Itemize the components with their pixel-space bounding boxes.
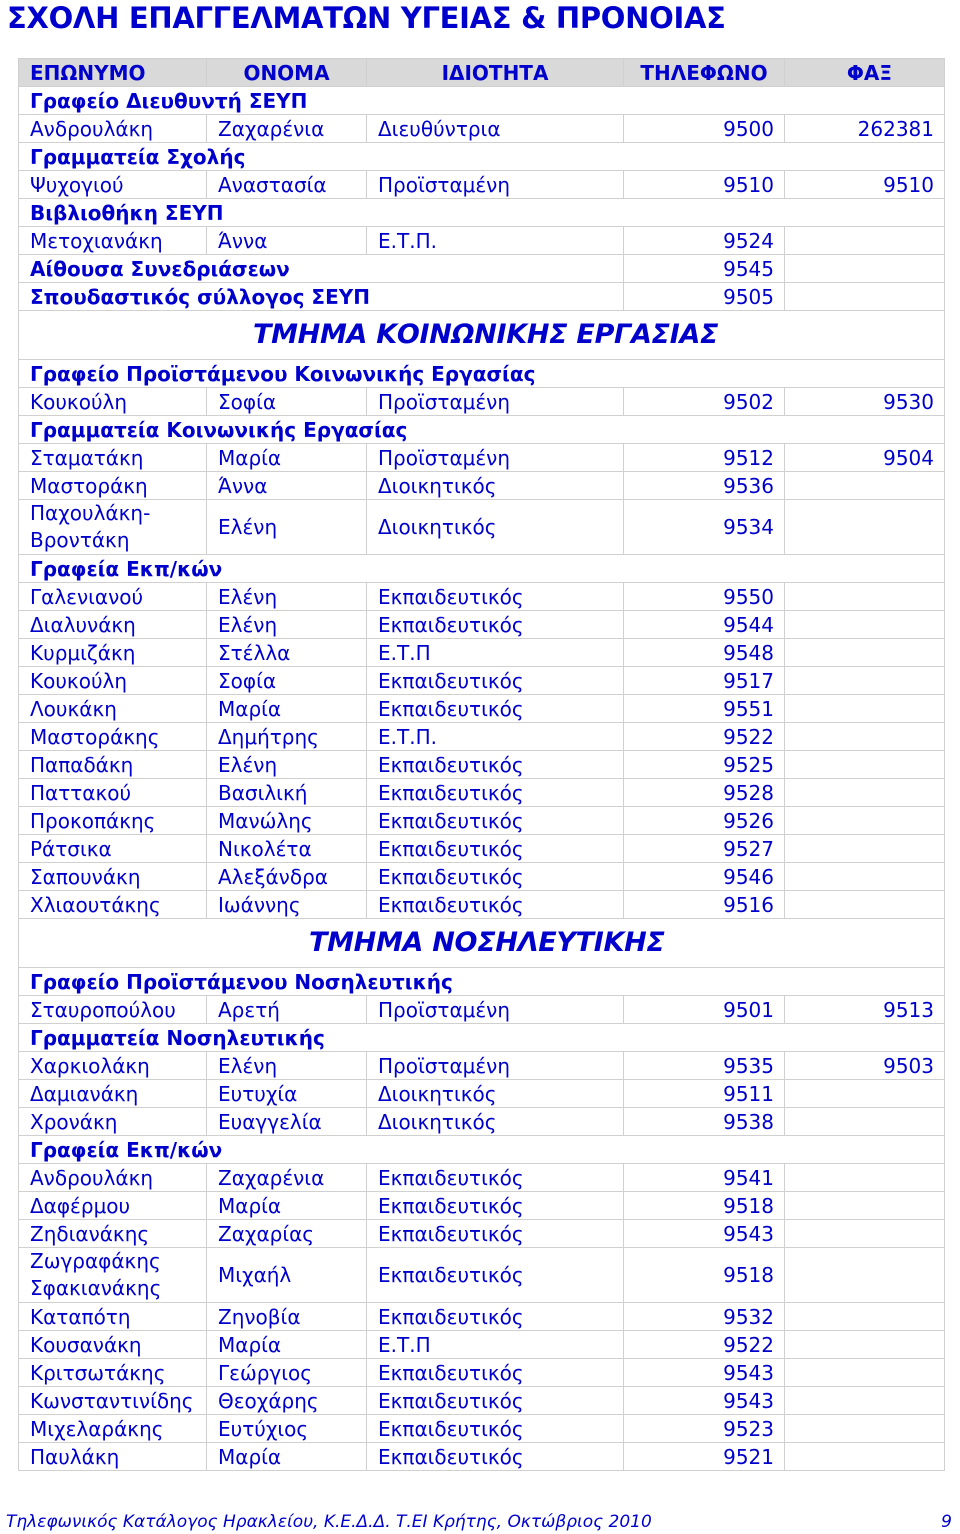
table-row (19, 1164, 945, 1192)
cell-fax (785, 1359, 945, 1387)
table-row (19, 227, 945, 255)
cell-fax (785, 1220, 945, 1248)
section-row (19, 1136, 945, 1164)
cell-surname: Ζωγραφάκης Σφακιανάκης (19, 1248, 207, 1303)
table-row (19, 1331, 945, 1359)
cell-surname: Παπαδάκη (19, 751, 207, 779)
cell-name: Μαρία (207, 444, 367, 472)
cell-name: Νικολέτα (207, 835, 367, 863)
cell-name: Άννα (207, 227, 367, 255)
table-row (19, 1415, 945, 1443)
cell-surname: Καταπότη (19, 1303, 207, 1331)
cell-name: Βασιλική (207, 779, 367, 807)
cell-fax (785, 1303, 945, 1331)
section-label: Γραφεία Εκπ/κών (19, 1136, 945, 1164)
cell-title: Εκπαιδευτικός (367, 1164, 624, 1192)
department-row (19, 919, 945, 968)
cell-title: Εκπαιδευτικός (367, 1192, 624, 1220)
table-row (19, 807, 945, 835)
cell-fax (785, 723, 945, 751)
phone-directory-table (18, 58, 945, 1471)
cell-phone: 9538 (624, 1108, 785, 1136)
col-header-surname: ΕΠΩΝΥΜΟ (19, 59, 207, 87)
cell-fax (785, 667, 945, 695)
page-number: 9 (941, 1512, 952, 1532)
cell-name: Δημήτρης (207, 723, 367, 751)
section-label: Σπουδαστικός σύλλογος ΣΕΥΠ (19, 283, 624, 311)
section-label: Γραφείο Προϊστάμενου Κοινωνικής Εργασίας (19, 360, 945, 388)
cell-title: Εκπαιδευτικός (367, 1359, 624, 1387)
table-row (19, 996, 945, 1024)
section-label: Βιβλιοθήκη ΣΕΥΠ (19, 199, 945, 227)
table-row (19, 115, 945, 143)
cell-fax (785, 807, 945, 835)
cell-title: Προϊσταμένη (367, 171, 624, 199)
cell-name: Μαρία (207, 1331, 367, 1359)
cell-title: Ε.Τ.Π. (367, 723, 624, 751)
cell-phone: 9517 (624, 667, 785, 695)
cell-surname: Κυρμιζάκη (19, 639, 207, 667)
section-row (19, 255, 945, 283)
cell-title: Εκπαιδευτικός (367, 1443, 624, 1471)
cell-title: Προϊσταμένη (367, 1052, 624, 1080)
cell-phone: 9510 (624, 171, 785, 199)
cell-fax (785, 779, 945, 807)
cell-phone: 9518 (624, 1248, 785, 1303)
cell-surname: Ζηδιανάκης (19, 1220, 207, 1248)
section-label: Γραμματεία Σχολής (19, 143, 945, 171)
col-header-name: ΟΝΟΜΑ (207, 59, 367, 87)
cell-surname: Χλιαουτάκης (19, 891, 207, 919)
cell-surname: Δαφέρμου (19, 1192, 207, 1220)
cell-title: Προϊσταμένη (367, 444, 624, 472)
table-row (19, 1192, 945, 1220)
cell-phone: 9545 (624, 255, 785, 283)
cell-fax: 262381 (785, 115, 945, 143)
cell-phone: 9512 (624, 444, 785, 472)
cell-fax (785, 1387, 945, 1415)
cell-title: Εκπαιδευτικός (367, 1415, 624, 1443)
cell-title: Εκπαιδευτικός (367, 891, 624, 919)
cell-name: Ζηνοβία (207, 1303, 367, 1331)
section-row (19, 416, 945, 444)
cell-title: Εκπαιδευτικός (367, 695, 624, 723)
cell-title: Ε.Τ.Π (367, 1331, 624, 1359)
cell-title: Διοικητικός (367, 472, 624, 500)
cell-name: Αρετή (207, 996, 367, 1024)
cell-surname: Χαρκιολάκη (19, 1052, 207, 1080)
cell-fax (785, 891, 945, 919)
table-row (19, 1248, 945, 1303)
cell-fax (785, 1331, 945, 1359)
cell-fax (785, 500, 945, 555)
cell-phone: 9534 (624, 500, 785, 555)
cell-fax: 9503 (785, 1052, 945, 1080)
cell-surname: Κριτσωτάκης (19, 1359, 207, 1387)
cell-title: Διευθύντρια (367, 115, 624, 143)
cell-name: Μαρία (207, 695, 367, 723)
table-row (19, 891, 945, 919)
cell-surname: Μιχελαράκης (19, 1415, 207, 1443)
section-row (19, 87, 945, 115)
department-row (19, 311, 945, 360)
cell-surname: Μετοχιανάκη (19, 227, 207, 255)
section-label: Γραφείο Προϊστάμενου Νοσηλευτικής (19, 968, 945, 996)
cell-title: Διοικητικός (367, 1108, 624, 1136)
cell-surname: Κουκούλη (19, 667, 207, 695)
cell-name: Ελένη (207, 500, 367, 555)
cell-name: Ελένη (207, 1052, 367, 1080)
cell-phone: 9551 (624, 695, 785, 723)
cell-surname: Ανδρουλάκη (19, 115, 207, 143)
cell-fax (785, 1192, 945, 1220)
table-row (19, 500, 945, 555)
cell-fax (785, 1164, 945, 1192)
cell-title: Προϊσταμένη (367, 388, 624, 416)
table-row (19, 472, 945, 500)
cell-surname: Μαστοράκη (19, 472, 207, 500)
cell-phone: 9550 (624, 583, 785, 611)
cell-name: Ελένη (207, 611, 367, 639)
cell-name: Στέλλα (207, 639, 367, 667)
cell-phone: 9501 (624, 996, 785, 1024)
table-row (19, 583, 945, 611)
cell-title: Εκπαιδευτικός (367, 807, 624, 835)
table-row (19, 1443, 945, 1471)
cell-title: Εκπαιδευτικός (367, 1220, 624, 1248)
cell-title: Εκπαιδευτικός (367, 751, 624, 779)
table-row (19, 695, 945, 723)
table-row (19, 1052, 945, 1080)
cell-phone: 9522 (624, 723, 785, 751)
cell-surname: Μαστοράκης (19, 723, 207, 751)
cell-surname: Λουκάκη (19, 695, 207, 723)
cell-phone: 9548 (624, 639, 785, 667)
cell-fax (785, 695, 945, 723)
cell-name: Ζαχαρένια (207, 115, 367, 143)
cell-title: Εκπαιδευτικός (367, 611, 624, 639)
table-row (19, 388, 945, 416)
section-label: Γραφεία Εκπ/κών (19, 555, 945, 583)
cell-title: Προϊσταμένη (367, 996, 624, 1024)
cell-surname: Χρονάκη (19, 1108, 207, 1136)
cell-phone: 9505 (624, 283, 785, 311)
cell-phone: 9527 (624, 835, 785, 863)
cell-phone: 9521 (624, 1443, 785, 1471)
cell-fax (785, 639, 945, 667)
cell-surname: Παυλάκη (19, 1443, 207, 1471)
cell-phone: 9522 (624, 1331, 785, 1359)
cell-surname: Διαλυνάκη (19, 611, 207, 639)
table-row (19, 835, 945, 863)
cell-phone: 9500 (624, 115, 785, 143)
col-header-phone: ΤΗΛΕΦΩΝΟ (624, 59, 785, 87)
cell-phone: 9535 (624, 1052, 785, 1080)
cell-phone: 9528 (624, 779, 785, 807)
cell-fax (785, 1415, 945, 1443)
cell-name: Ευτυχία (207, 1080, 367, 1108)
table-row (19, 611, 945, 639)
cell-phone: 9546 (624, 863, 785, 891)
cell-surname: Κουσανάκη (19, 1331, 207, 1359)
cell-fax (785, 283, 945, 311)
table-row (19, 171, 945, 199)
department-heading: ΤΜΗΜΑ ΚΟΙΝΩΝΙΚΗΣ ΕΡΓΑΣΙΑΣ (253, 319, 719, 350)
cell-title: Ε.Τ.Π. (367, 227, 624, 255)
section-row (19, 555, 945, 583)
table-row (19, 639, 945, 667)
col-header-title: ΙΔΙΟΤΗΤΑ (367, 59, 624, 87)
cell-fax: 9513 (785, 996, 945, 1024)
cell-phone: 9532 (624, 1303, 785, 1331)
section-row (19, 968, 945, 996)
table-row (19, 863, 945, 891)
cell-name: Ιωάννης (207, 891, 367, 919)
cell-phone: 9544 (624, 611, 785, 639)
table-row (19, 1359, 945, 1387)
cell-phone: 9518 (624, 1192, 785, 1220)
cell-phone: 9525 (624, 751, 785, 779)
footer-text: Τηλεφωνικός Κατάλογος Ηρακλείου, Κ.Ε.Δ.Δ. Τ.ΕΙ Κρήτης, Οκτώβριος 2010 (6, 1512, 652, 1532)
page-title: ΣΧΟΛΗ ΕΠΑΓΓΕΛΜΑΤΩΝ ΥΓΕΙΑΣ & ΠΡΟΝΟΙΑΣ (7, 1, 726, 35)
cell-phone: 9536 (624, 472, 785, 500)
cell-surname: Παχουλάκη-Βροντάκη (19, 500, 207, 555)
cell-title: Εκπαιδευτικός (367, 863, 624, 891)
table-row (19, 751, 945, 779)
table-row (19, 1220, 945, 1248)
cell-surname: Κουκούλη (19, 388, 207, 416)
cell-name: Ευτύχιος (207, 1415, 367, 1443)
cell-name: Μαρία (207, 1443, 367, 1471)
section-label: Γραμματεία Κοινωνικής Εργασίας (19, 416, 945, 444)
cell-surname: Γαλενιανού (19, 583, 207, 611)
cell-phone: 9524 (624, 227, 785, 255)
cell-title: Εκπαιδευτικός (367, 583, 624, 611)
cell-phone: 9516 (624, 891, 785, 919)
table-row (19, 1387, 945, 1415)
cell-fax (785, 1248, 945, 1303)
cell-name: Αλεξάνδρα (207, 863, 367, 891)
cell-surname: Ψυχογιού (19, 171, 207, 199)
cell-name: Άννα (207, 472, 367, 500)
cell-name: Αναστασία (207, 171, 367, 199)
cell-phone: 9511 (624, 1080, 785, 1108)
cell-title: Εκπαιδευτικός (367, 1387, 624, 1415)
cell-fax: 9504 (785, 444, 945, 472)
cell-phone: 9543 (624, 1220, 785, 1248)
cell-surname: Σταματάκη (19, 444, 207, 472)
cell-surname: Προκοπάκης (19, 807, 207, 835)
section-row (19, 1024, 945, 1052)
cell-surname: Ράτσικα (19, 835, 207, 863)
table-row (19, 1303, 945, 1331)
table-row (19, 667, 945, 695)
cell-name: Σοφία (207, 388, 367, 416)
cell-name: Μαρία (207, 1192, 367, 1220)
cell-name: Γεώργιος (207, 1359, 367, 1387)
cell-name: Μιχαήλ (207, 1248, 367, 1303)
section-row (19, 360, 945, 388)
department-heading: ΤΜΗΜΑ ΝΟΣΗΛΕΥΤΙΚΗΣ (309, 927, 665, 958)
section-row (19, 143, 945, 171)
cell-title: Εκπαιδευτικός (367, 835, 624, 863)
section-row (19, 199, 945, 227)
table-row (19, 444, 945, 472)
cell-surname: Δαμιανάκη (19, 1080, 207, 1108)
cell-title: Εκπαιδευτικός (367, 1248, 624, 1303)
cell-surname: Παττακού (19, 779, 207, 807)
cell-fax (785, 751, 945, 779)
cell-phone: 9543 (624, 1359, 785, 1387)
cell-fax (785, 611, 945, 639)
cell-surname: Κωνσταντινίδης (19, 1387, 207, 1415)
cell-title: Εκπαιδευτικός (367, 667, 624, 695)
cell-fax (785, 863, 945, 891)
page-footer (6, 1511, 960, 1533)
cell-surname: Σαπουνάκη (19, 863, 207, 891)
cell-name: Ζαχαρίας (207, 1220, 367, 1248)
section-label: Αίθουσα Συνεδριάσεων (19, 255, 624, 283)
cell-fax (785, 1443, 945, 1471)
table-row (19, 1108, 945, 1136)
cell-name: Μανώλης (207, 807, 367, 835)
cell-fax (785, 1080, 945, 1108)
cell-name: Ευαγγελία (207, 1108, 367, 1136)
section-row (19, 283, 945, 311)
cell-fax (785, 472, 945, 500)
cell-phone: 9543 (624, 1387, 785, 1415)
cell-title: Διοικητικός (367, 1080, 624, 1108)
section-label: Γραμματεία Νοσηλευτικής (19, 1024, 945, 1052)
cell-fax: 9530 (785, 388, 945, 416)
cell-name: Σοφία (207, 667, 367, 695)
table-row (19, 779, 945, 807)
cell-title: Εκπαιδευτικός (367, 779, 624, 807)
cell-title: Ε.Τ.Π (367, 639, 624, 667)
cell-name: Ελένη (207, 583, 367, 611)
cell-surname: Σταυροπούλου (19, 996, 207, 1024)
col-header-fax: ΦΑΞ (785, 59, 945, 87)
table-row (19, 723, 945, 751)
cell-name: Θεοχάρης (207, 1387, 367, 1415)
cell-fax (785, 1108, 945, 1136)
cell-name: Ελένη (207, 751, 367, 779)
cell-surname: Ανδρουλάκη (19, 1164, 207, 1192)
cell-title: Διοικητικός (367, 500, 624, 555)
cell-phone: 9541 (624, 1164, 785, 1192)
cell-fax (785, 583, 945, 611)
cell-phone: 9523 (624, 1415, 785, 1443)
cell-fax (785, 835, 945, 863)
cell-fax (785, 227, 945, 255)
cell-phone: 9526 (624, 807, 785, 835)
cell-name: Ζαχαρένια (207, 1164, 367, 1192)
cell-fax: 9510 (785, 171, 945, 199)
cell-title: Εκπαιδευτικός (367, 1303, 624, 1331)
cell-fax (785, 255, 945, 283)
table-row (19, 1080, 945, 1108)
cell-phone: 9502 (624, 388, 785, 416)
section-label: Γραφείο Διευθυντή ΣΕΥΠ (19, 87, 945, 115)
table-header-row (19, 59, 945, 87)
